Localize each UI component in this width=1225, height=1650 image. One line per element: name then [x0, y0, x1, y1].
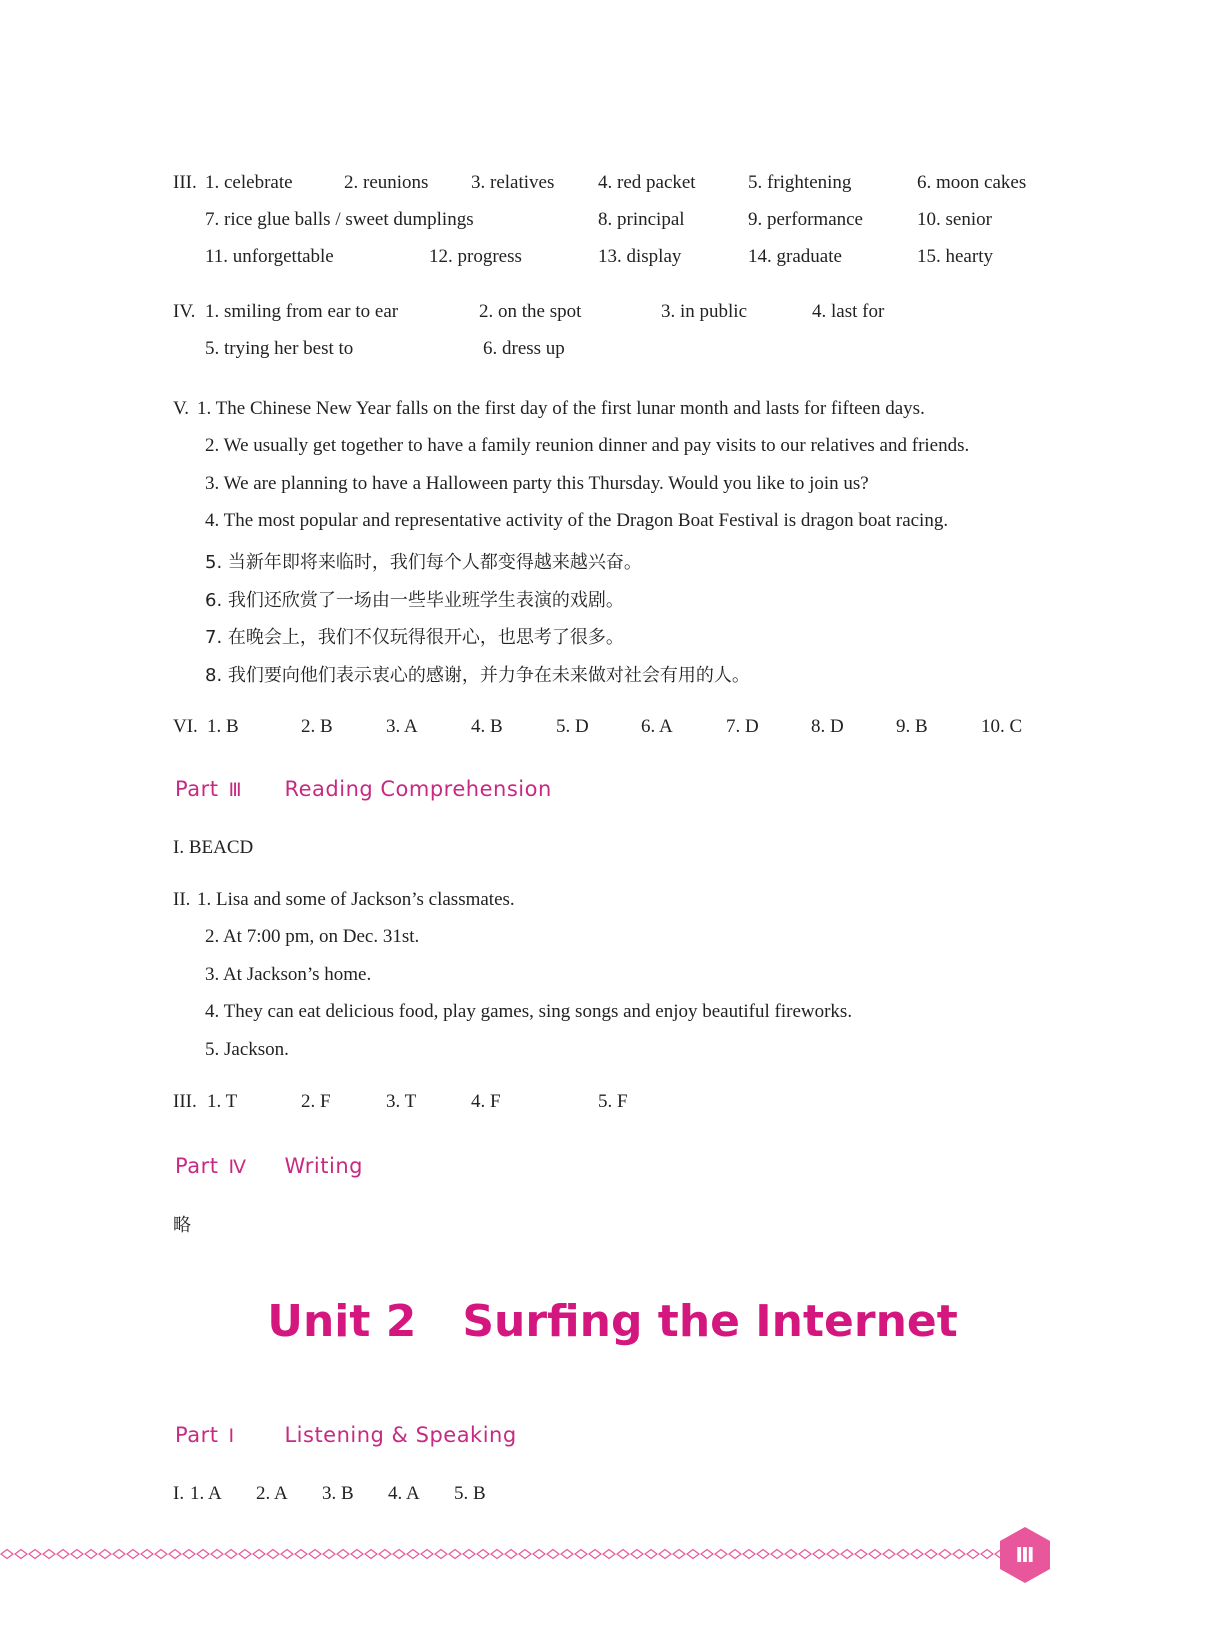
answer-line: 3. We are planning to have a Halloween party this Thursday. Would you like to join us?: [205, 473, 869, 494]
answer-item: 1. T: [207, 1091, 238, 1112]
answer-line: 2. We usually get together to have a family reunion dinner and pay visits to our relatives and friends.: [205, 435, 970, 456]
answer-line: 5. 当新年即将来临时，我们每个人都变得越来越兴奋。: [205, 552, 642, 573]
answer-item: 5. trying her best to: [205, 338, 354, 359]
answer-item: 12. progress: [429, 246, 522, 267]
answer-item: 1. A: [190, 1483, 222, 1504]
answer-item: 4. B: [471, 716, 503, 737]
part-heading: [175, 777, 552, 801]
footer-decoration: [0, 1548, 1000, 1560]
answer-item: 9. performance: [748, 209, 863, 230]
answer-item: 4. last for: [812, 301, 885, 322]
answer-item: 5. D: [556, 716, 589, 737]
answer-item: 8. principal: [598, 209, 685, 230]
answer-item: 7. D: [726, 716, 759, 737]
answer-item: 3. A: [386, 716, 418, 737]
answer-item: 6. A: [641, 716, 673, 737]
answer-item: 5. B: [454, 1483, 486, 1504]
answer-line: 2. At 7:00 pm, on Dec. 31st.: [205, 926, 420, 947]
answer-item: 2. F: [301, 1091, 331, 1112]
answer-item: 4. red packet: [598, 172, 696, 193]
answer-line: 1. The Chinese New Year falls on the first day of the first lunar month and lasts for fifteen days.: [197, 398, 925, 419]
answer-line: 4. The most popular and representative activity of the Dragon Boat Festival is dragon boat racing.: [205, 510, 949, 531]
exercise-label: V.: [173, 398, 190, 419]
answer-line: 1. Lisa and some of Jackson’s classmates.: [197, 889, 515, 910]
answer-item: 15. hearty: [917, 246, 993, 267]
answer-item: 6. moon cakes: [917, 172, 1027, 193]
answer-item: 3. B: [322, 1483, 354, 1504]
exercise-label: VI.: [173, 716, 198, 737]
answer-item: 9. B: [896, 716, 928, 737]
exercise-label: III.: [173, 172, 197, 193]
answer-line: 7. 在晚会上，我们不仅玩得很开心，也思考了很多。: [205, 627, 624, 648]
answer-line: 3. At Jackson’s home.: [205, 964, 372, 985]
answer-item: 3. T: [386, 1091, 417, 1112]
part-word: Part: [175, 777, 219, 801]
answer-item: 7. rice glue balls / sweet dumplings: [205, 209, 474, 230]
answer-item: 10. C: [981, 716, 1023, 737]
part-roman: Ⅳ: [228, 1156, 247, 1178]
part-roman: Ⅰ: [228, 1425, 235, 1447]
answer-line: 6. 我们还欣赏了一场由一些毕业班学生表演的戏剧。: [205, 590, 624, 611]
answer-item: 6. dress up: [483, 338, 565, 359]
answer-item: 3. relatives: [471, 172, 555, 193]
answer-item: 4. F: [471, 1091, 501, 1112]
answer-item: 4. A: [388, 1483, 420, 1504]
answer-item: 8. D: [811, 716, 844, 737]
part-word: Part: [175, 1154, 219, 1178]
part-word: Part: [175, 1423, 219, 1447]
answer-item: 2. B: [301, 716, 333, 737]
answer-item: 11. unforgettable: [205, 246, 334, 267]
part-heading: [175, 1154, 363, 1178]
unit-label: Unit 2: [267, 1296, 417, 1347]
unit-title: [0, 1296, 1225, 1347]
exercise-label: I.: [173, 1483, 185, 1504]
answer-item: 13. display: [598, 246, 682, 267]
part-title: Listening & Speaking: [284, 1423, 517, 1447]
part-roman: Ⅲ: [228, 779, 243, 801]
exercise-label: III.: [173, 1091, 197, 1112]
answer-line: I. BEACD: [173, 837, 254, 858]
part-title: Writing: [284, 1154, 363, 1178]
part-title: Reading Comprehension: [284, 777, 552, 801]
answer-line: 略: [173, 1215, 191, 1236]
answer-line: 8. 我们要向他们表示衷心的感谢，并力争在未来做对社会有用的人。: [205, 665, 750, 686]
answer-item: 1. celebrate: [205, 172, 293, 193]
unit-name: Surfing the Internet: [462, 1296, 958, 1347]
answer-item: 2. on the spot: [479, 301, 582, 322]
answer-item: 3. in public: [661, 301, 748, 322]
exercise-label: II.: [173, 889, 191, 910]
answer-line: 5. Jackson.: [205, 1039, 289, 1060]
page-number-badge: [998, 1526, 1052, 1584]
answer-item: 14. graduate: [748, 246, 842, 267]
part-heading: [175, 1423, 517, 1447]
answer-item: 2. reunions: [344, 172, 429, 193]
answer-item: 10. senior: [917, 209, 992, 230]
answer-item: 1. B: [207, 716, 239, 737]
answer-item: 5. F: [598, 1091, 628, 1112]
exercise-label: IV.: [173, 301, 196, 322]
answer-item: 2. A: [256, 1483, 288, 1504]
answer-item: 1. smiling from ear to ear: [205, 301, 399, 322]
page-number: Ⅲ: [1015, 1543, 1035, 1567]
answer-item: 5. frightening: [748, 172, 852, 193]
answer-line: 4. They can eat delicious food, play games, sing songs and enjoy beautiful fireworks.: [205, 1001, 853, 1022]
